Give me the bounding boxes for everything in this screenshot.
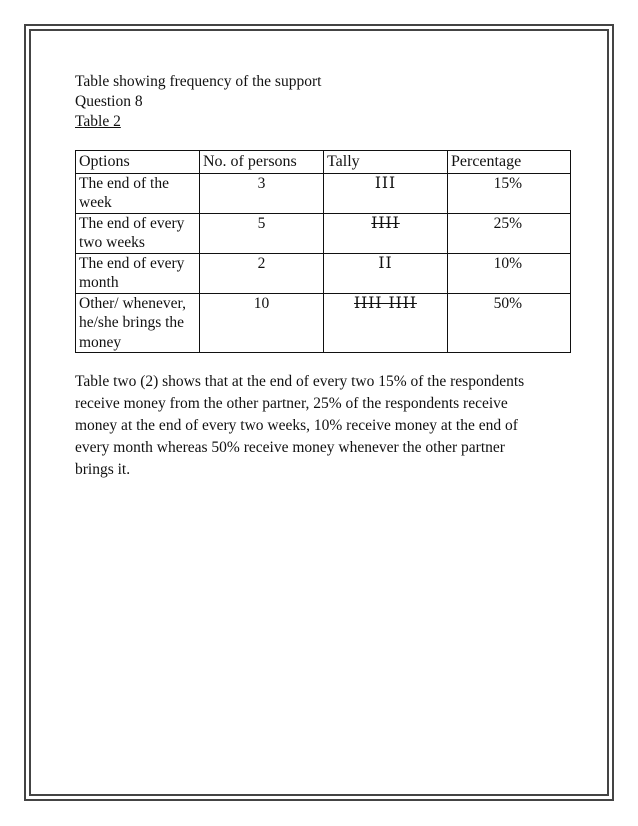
cell-persons: 3 bbox=[200, 173, 324, 213]
cell-persons: 10 bbox=[200, 293, 324, 353]
header-persons: No. of persons bbox=[200, 151, 324, 174]
header-tally: Tally bbox=[324, 151, 448, 174]
header-options: Options bbox=[76, 151, 200, 174]
cell-tally: II bbox=[324, 253, 448, 293]
cell-percentage: 10% bbox=[448, 253, 571, 293]
document-content bbox=[75, 72, 575, 497]
cell-percentage: 25% bbox=[448, 213, 571, 253]
cell-persons: 2 bbox=[200, 253, 324, 293]
table-label: Table 2 bbox=[75, 113, 121, 130]
header-percentage: Percentage bbox=[448, 151, 571, 174]
table-row bbox=[76, 213, 571, 253]
cell-tally: IIII IIII bbox=[324, 293, 448, 353]
summary-paragraph: Table two (2) shows that at the end of every two 15% of the respondents receive money from the other partner, 25% of the respondents receive money at the end of every two weeks, 10% receive money at the end of every month whereas 50% receive money whenever the other partner brings it. bbox=[75, 373, 525, 478]
cell-percentage: 50% bbox=[448, 293, 571, 353]
cell-persons: 5 bbox=[200, 213, 324, 253]
cell-option: The end of every month bbox=[76, 253, 200, 293]
question-label: Question 8 bbox=[75, 93, 143, 110]
cell-option: The end of every two weeks bbox=[76, 213, 200, 253]
cell-option: The end of the week bbox=[76, 173, 200, 213]
frequency-table bbox=[75, 150, 571, 353]
cell-tally: III bbox=[324, 173, 448, 213]
table-row bbox=[76, 293, 571, 353]
table-header-row bbox=[76, 151, 571, 174]
cell-option: Other/ whenever, he/she brings the money bbox=[76, 293, 200, 353]
table-row bbox=[76, 253, 571, 293]
cell-tally: IIII bbox=[324, 213, 448, 253]
table-caption: Table showing frequency of the support bbox=[75, 73, 322, 90]
table-row bbox=[76, 173, 571, 213]
cell-percentage: 15% bbox=[448, 173, 571, 213]
